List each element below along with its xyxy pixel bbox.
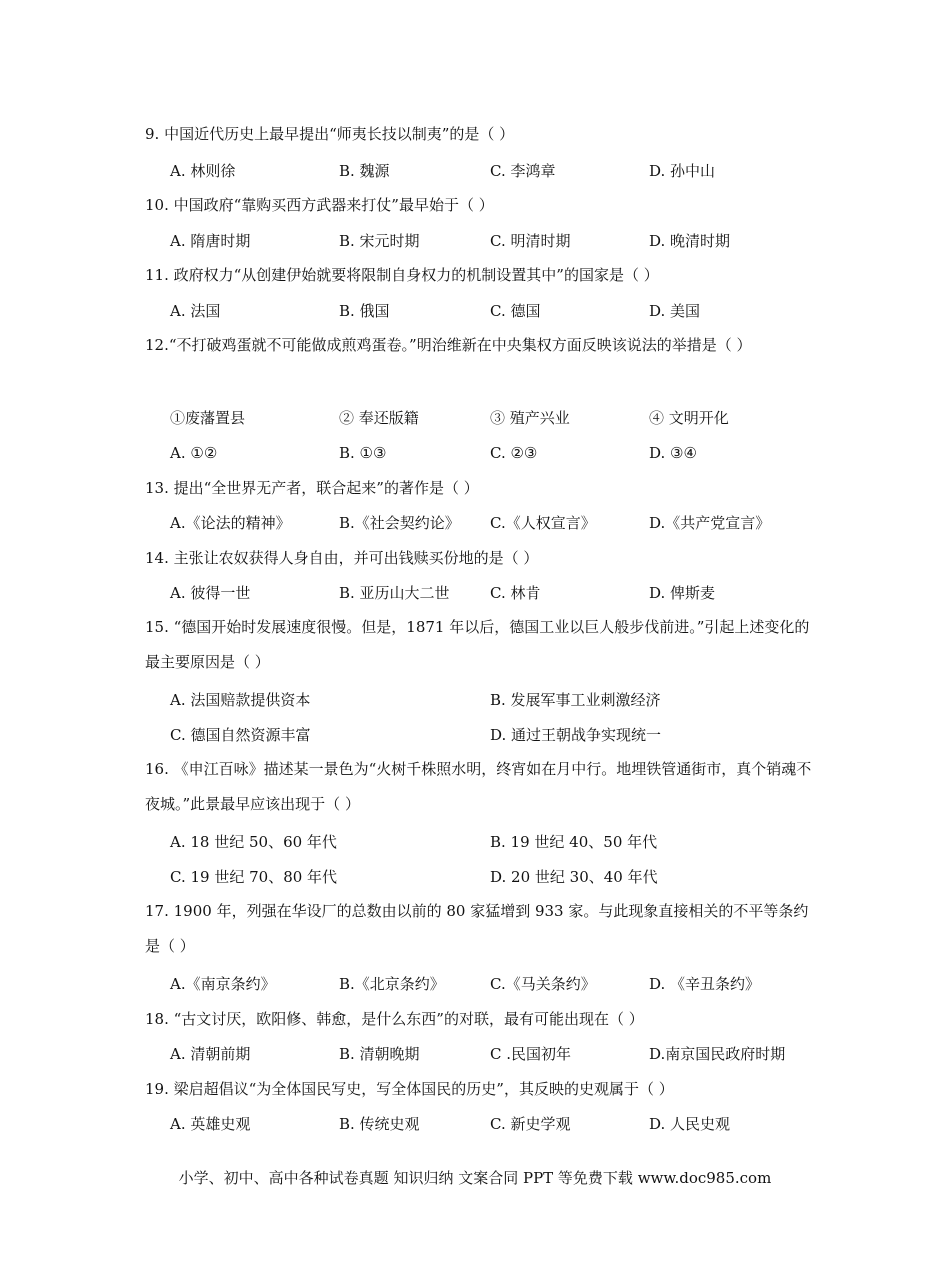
option-a: A. 英雄史观	[170, 1115, 251, 1133]
option-a: A.《南京条约》	[170, 975, 276, 993]
question-15-options-row2	[170, 725, 830, 745]
question-14-options	[170, 583, 830, 603]
option-d: D. 《辛丑条约》	[649, 975, 761, 993]
option-c: C. 新史学观	[490, 1115, 571, 1133]
option-c: C. ②③	[490, 444, 538, 462]
question-13-stem: 13. 提出“全世界无产者，联合起来”的著作是（ ）	[145, 479, 479, 497]
option-d: D. 通过王朝战争实现统一	[490, 726, 662, 744]
question-10-stem: 10. 中国政府“靠购买西方武器来打仗”最早始于（ ）	[145, 196, 494, 214]
question-17-options	[170, 974, 830, 994]
option-a: A. 彼得一世	[170, 584, 251, 602]
option-d: D. 人民史观	[649, 1115, 731, 1133]
option-b: B. ①③	[339, 444, 387, 462]
option-d: D. 孙中山	[649, 162, 716, 180]
option-c: C.《马关条约》	[490, 975, 596, 993]
option-c: C. 19 世纪 70、80 年代	[170, 868, 338, 886]
option-d: D.南京国民政府时期	[649, 1045, 786, 1063]
option-d: D. ③④	[649, 444, 697, 462]
question-12-stem: 12.“不打破鸡蛋就不可能做成煎鸡蛋卷。”明治维新在中央集权方面反映该说法的举措是（ ）	[145, 336, 752, 354]
statement-4: ④ 文明开化	[649, 409, 729, 427]
question-9-stem: 9. 中国近代历史上最早提出“师夷长技以制夷”的是（ ）	[145, 125, 515, 143]
question-19-options	[170, 1114, 830, 1134]
option-b: B. 亚历山大二世	[339, 584, 450, 602]
option-a: A. 清朝前期	[170, 1045, 251, 1063]
option-a: A.《论法的精神》	[170, 514, 291, 532]
question-15-options-row1	[170, 690, 830, 710]
option-d: D. 美国	[649, 302, 701, 320]
statement-1: ①废藩置县	[170, 409, 246, 427]
option-d: D. 20 世纪 30、40 年代	[490, 868, 658, 886]
option-b: B. 清朝晚期	[339, 1045, 420, 1063]
option-c: C. 林肯	[490, 584, 541, 602]
question-12-items	[170, 408, 830, 428]
question-18-options	[170, 1044, 830, 1064]
option-a: A. ①②	[170, 444, 218, 462]
option-b: B. 魏源	[339, 162, 390, 180]
option-d: D.《共产党宣言》	[649, 514, 771, 532]
option-c: C .民国初年	[490, 1045, 572, 1063]
option-d: D. 俾斯麦	[649, 584, 716, 602]
option-b: B. 俄国	[339, 302, 390, 320]
question-10-options	[170, 231, 830, 251]
question-19-stem: 19. 梁启超倡议“为全体国民写史，写全体国民的历史”，其反映的史观属于（ ）	[145, 1080, 674, 1098]
question-9-options	[170, 161, 830, 181]
question-16-stem: 16. 《申江百咏》描述某一景色为“火树千株照水明，终宵如在月中行。地埋铁管通街市，真个销魂不夜城。”此景最早应该出现于（ ）	[145, 760, 812, 813]
question-16-options-row2	[170, 867, 830, 887]
option-c: C. 德国	[490, 302, 541, 320]
option-a: A. 法国	[170, 302, 221, 320]
question-12-options	[170, 443, 830, 463]
option-b: B.《北京条约》	[339, 975, 445, 993]
option-b: B.《社会契约论》	[339, 514, 460, 532]
option-a: A. 法国赔款提供资本	[170, 691, 311, 709]
option-b: B. 发展军事工业刺激经济	[490, 691, 661, 709]
option-c: C. 德国自然资源丰富	[170, 726, 311, 744]
option-a: A. 18 世纪 50、60 年代	[170, 833, 337, 851]
statement-2: ② 奉还版籍	[339, 409, 419, 427]
option-a: A. 隋唐时期	[170, 232, 251, 250]
option-b: B. 19 世纪 40、50 年代	[490, 833, 658, 851]
option-b: B. 宋元时期	[339, 232, 420, 250]
statement-3: ③ 殖产兴业	[490, 409, 570, 427]
option-a: A. 林则徐	[170, 162, 236, 180]
question-11-stem: 11. 政府权力“从创建伊始就要将限制自身权力的机制设置其中”的国家是（ ）	[145, 266, 659, 284]
option-c: C. 明清时期	[490, 232, 571, 250]
question-14-stem: 14. 主张让农奴获得人身自由，并可出钱赎买份地的是（ ）	[145, 549, 539, 567]
question-15-stem: 15. “德国开始时发展速度很慢。但是，1871 年以后，德国工业以巨人般步伐前进。”引起上述变化的最主要原因是（ ）	[145, 618, 810, 671]
option-c: C. 李鸿章	[490, 162, 556, 180]
option-b: B. 传统史观	[339, 1115, 420, 1133]
page-footer: 小学、初中、高中各种试卷真题 知识归纳 文案合同 PPT 等免费下载 www.doc985.com	[178, 1169, 772, 1187]
option-d: D. 晚清时期	[649, 232, 731, 250]
question-18-stem: 18. “古文讨厌，欧阳修、韩愈，是什么东西”的对联，最有可能出现在（ ）	[145, 1010, 644, 1028]
question-11-options	[170, 301, 830, 321]
question-17-stem: 17. 1900 年，列强在华设厂的总数由以前的 80 家猛增到 933 家。与此现象直接相关的不平等条约是（ ）	[145, 902, 809, 955]
option-c: C.《人权宣言》	[490, 514, 596, 532]
question-16-options-row1	[170, 832, 830, 852]
question-13-options	[170, 513, 830, 533]
